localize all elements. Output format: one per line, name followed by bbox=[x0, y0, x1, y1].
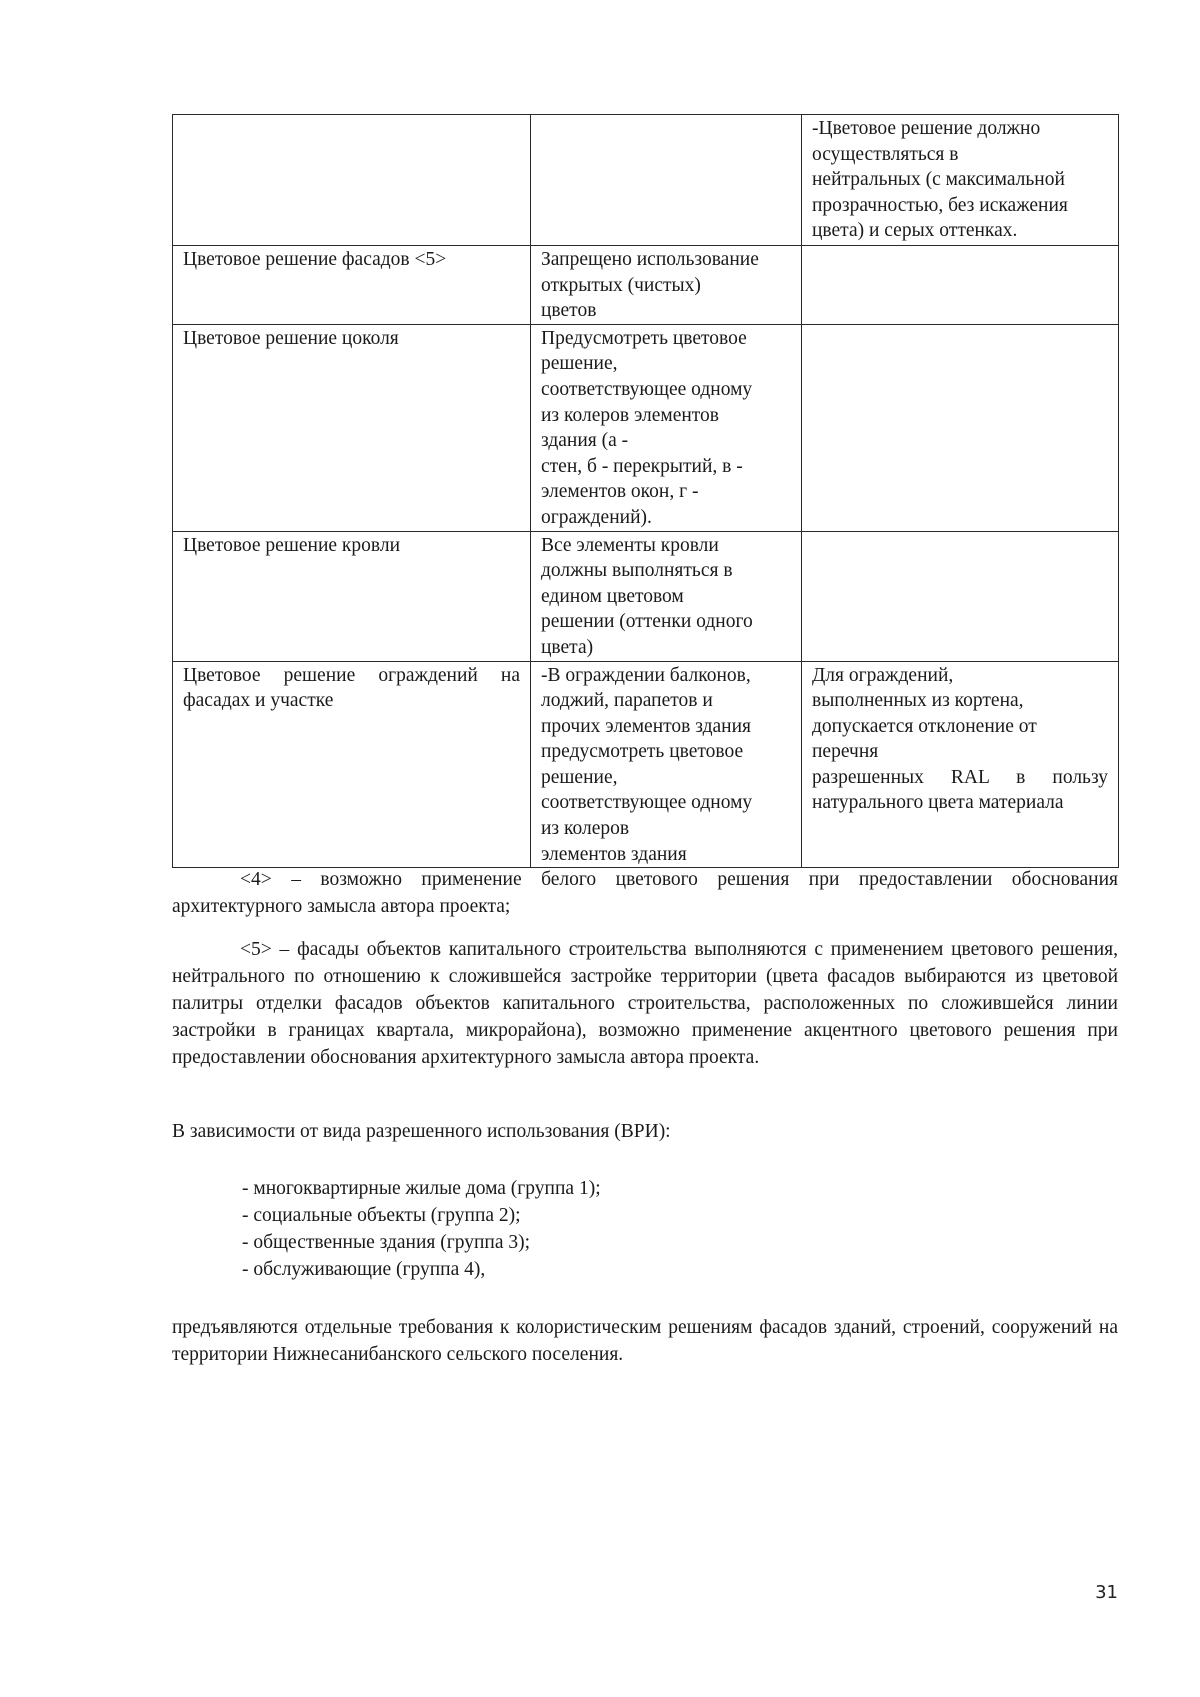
list-item: - социальные объекты (группа 2); bbox=[242, 1205, 521, 1226]
table-cell bbox=[173, 115, 531, 246]
table-cell: Предусмотреть цветовое решение, соответствующее одному из колеров элементов здания (а - стен, б - перекрытий, в - элементов окон, г - ограждений). bbox=[531, 324, 802, 531]
table-cell: -В ограждении балконов, лоджий, парапетов и прочих элементов здания предусмотреть цветовое решение, соответствующее одному из колеров элементов здания bbox=[531, 661, 802, 868]
list-item: - общественные здания (группа 3); bbox=[242, 1232, 531, 1253]
table-cell: Цветовое решение цоколя bbox=[173, 324, 531, 531]
table-cell bbox=[802, 246, 1119, 325]
table-cell: Цветовое решение кровли bbox=[173, 531, 531, 661]
table-cell: Цветовое решение ограждений на фасадах и участке bbox=[173, 661, 531, 868]
table-row bbox=[173, 246, 1119, 325]
vri-intro-paragraph: В зависимости от вида разрешенного использования (ВРИ): bbox=[172, 1121, 671, 1142]
page-number: 31 bbox=[1095, 1582, 1118, 1603]
table-cell: Все элементы кровли должны выполняться в едином цветовом решении (оттенки одного цвета) bbox=[531, 531, 802, 661]
table-cell: Запрещено использование открытых (чистых) цветов bbox=[531, 246, 802, 325]
table-row bbox=[173, 661, 1119, 868]
table-cell bbox=[802, 324, 1119, 531]
table-row bbox=[173, 324, 1119, 531]
table-cell: -Цветовое решение должно осуществляться в нейтральных (с максимальной прозрачностью, без искажения цвета) и серых оттенках. bbox=[802, 115, 1119, 246]
footnote-4: <4> – возможно применение белого цветового решения при предоставлении обоснования архитектурного замысла автора проекта; bbox=[172, 869, 1118, 917]
closing-paragraph: предъявляются отдельные требования к колористическим решениям фасадов зданий, строений, сооружений на территории Нижнесанибанского сельского поселения. bbox=[172, 1317, 1118, 1365]
table-row bbox=[173, 531, 1119, 661]
vri-group-list bbox=[242, 1175, 601, 1283]
footnote-5: <5> – фасады объектов капитального строительства выполняются с применением цветового решения, нейтрального по отношению к сложившейся застройке территории (цвета фасадов выбираются из цветовой палитры отделки фасадов объектов капитального строительства, расположенных по сложившейся линии застройки в границах квартала, микрорайона), возможно применение акцентного цветового решения при предоставлении обоснования архитектурного замысла автора проекта. bbox=[172, 939, 1118, 1068]
list-item: - обслуживающие (группа 4), bbox=[242, 1259, 486, 1280]
table-cell bbox=[531, 115, 802, 246]
color-requirements-table bbox=[172, 114, 1119, 868]
table-cell: Для ограждений, выполненных из кортена, допускается отклонение от перечня разрешенных RAL в пользу натурального цвета материала bbox=[802, 661, 1119, 868]
table-cell bbox=[802, 531, 1119, 661]
table-cell: Цветовое решение фасадов <5> bbox=[173, 246, 531, 325]
list-item: - многоквартирные жилые дома (группа 1); bbox=[242, 1178, 601, 1199]
table-row bbox=[173, 115, 1119, 246]
